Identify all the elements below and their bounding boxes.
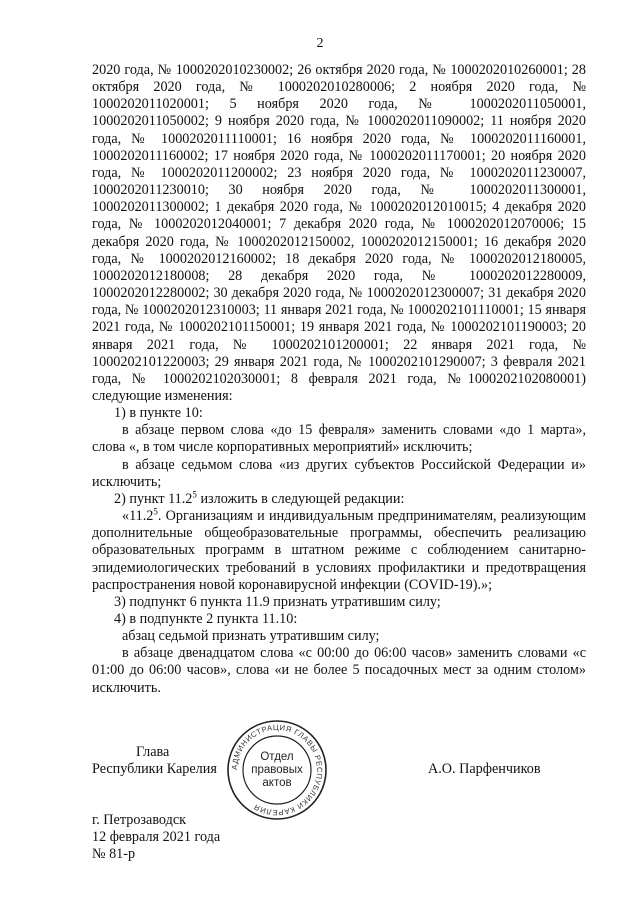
- paragraph-item-3: 3) подпункт 6 пункта 11.9 признать утратившим силу;: [114, 593, 441, 610]
- official-seal: [225, 718, 329, 822]
- seal-line-3: актов: [262, 776, 292, 789]
- paragraph-item-1-abzac-1: в абзаце первом слова «до 15 февраля» заменить словами «до 1 марта», слова «, в том числе корпоративных мероприятий» исключить;: [92, 422, 586, 456]
- footer-number: № 81-р: [92, 846, 136, 862]
- seal-ring-text: АДМИНИСТРАЦИЯ ГЛАВЫ РЕСПУБЛИКИ КАРЕЛИЯ: [229, 722, 325, 818]
- seal-line-2: правовых: [251, 763, 303, 776]
- paragraph-new-clause-11-2-5: [92, 508, 586, 594]
- paragraph-item-2: [92, 491, 586, 508]
- clause-tail: . Организациям и индивидуальным предпринимателям, реализующим дополнительные общеобразовательные программы, обеспечить реализацию образовательных программ в штатном режиме с соблюдением санитарно-эпидемиологических требований в условиях профилактики и предотвращения распространения новой коронавирусной инфекции (COVID-19).»;: [92, 508, 586, 593]
- signature-title-line1: Глава: [136, 744, 170, 760]
- paragraph-item-4-abzac-12: в абзаце двенадцатом слова «с 00:00 до 06:00 часов» заменить словами «с 01:00 до 06:00 часов», слова «и не более 5 посадочных мест за одним столом» исключить.: [92, 645, 586, 696]
- paragraph-item-1: 1) в пункте 10:: [114, 405, 203, 422]
- item-2-tail: изложить в следующей редакции:: [196, 490, 405, 507]
- paragraph-list-of-decrees: 2020 года, № 1000202010230002; 26 октября 2020 года, № 1000202010260001; 28 октября 2020 года, № 1000202010280006; 2 ноября 2020 года, № 1000202011020001; 5 ноября 2020 года, № 1000202011050001, 1000202011050002; 9 ноября 2020 года, № 1000202011090002; 11 ноября 2020 года, № 1000202011110001; 16 ноября 2020 года, № 1000202011160001, 1000202011160002; 17 ноября 2020 года, № 1000202011170001; 20 ноября 2020 года, № 1000202011200002; 23 ноября 2020 года, № 1000202011230007, 1000202011230010; 30 ноября 2020 года, № 1000202011300001, 1000202011300002; 1 декабря 2020 года, № 1000202012010015; 4 декабря 2020 года, № 1000202012040001; 7 декабря 2020 года, № 1000202012070006; 15 декабря 2020 года, № 1000202012150002, 1000202012150001; 16 декабря 2020 года, № 1000202012160002; 18 декабря 2020 года, № 1000202012180005, 1000202012180008; 28 декабря 2020 года, № 1000202012280009, 1000202012280002; 30 декабря 2020 года, № 1000202012300007; 31 декабря 2020 года, № 1000202012310003; 11 января 2021 года, № 1000202101110001; 15 января 2021 года, № 1000202101150001; 19 января 2021 года, № 1000202101190003; 20 января 2021 года, № 1000202101200001; 22 января 2021 года, № 1000202101220003; 29 января 2021 года, № 1000202101290007; 3 февраля 2021 года, № 1000202102030001; 8 февраля 2021 года, №1000202102080001) следующие изменения:: [92, 62, 586, 404]
- clause-superscript: 5: [153, 506, 158, 517]
- page-number: 2: [316, 36, 324, 51]
- footer-city: г. Петрозаводск: [92, 812, 187, 828]
- document-body: [92, 62, 586, 697]
- seal-center-text: [225, 718, 329, 822]
- item-2-superscript: 5: [192, 489, 197, 500]
- item-2-head: 2) пункт 11.2: [114, 490, 193, 507]
- paragraph-item-4: 4) в подпункте 2 пункта 11.10:: [114, 611, 298, 627]
- paragraph-item-1-abzac-7: в абзаце седьмом слова «из других субъектов Российской Федерации и» исключить;: [92, 456, 586, 490]
- seal-line-1: Отдел: [260, 750, 294, 763]
- footer-date: 12 февраля 2021 года: [92, 829, 221, 845]
- document-footer: [92, 812, 220, 863]
- clause-head: «11.2: [122, 508, 154, 525]
- paragraph-item-4-abzac-7: абзац седьмой признать утратившим силу;: [122, 628, 380, 645]
- signatory-name: А.О. Парфенчиков: [428, 761, 541, 777]
- signature-title-line2: Республики Карелия: [92, 761, 217, 777]
